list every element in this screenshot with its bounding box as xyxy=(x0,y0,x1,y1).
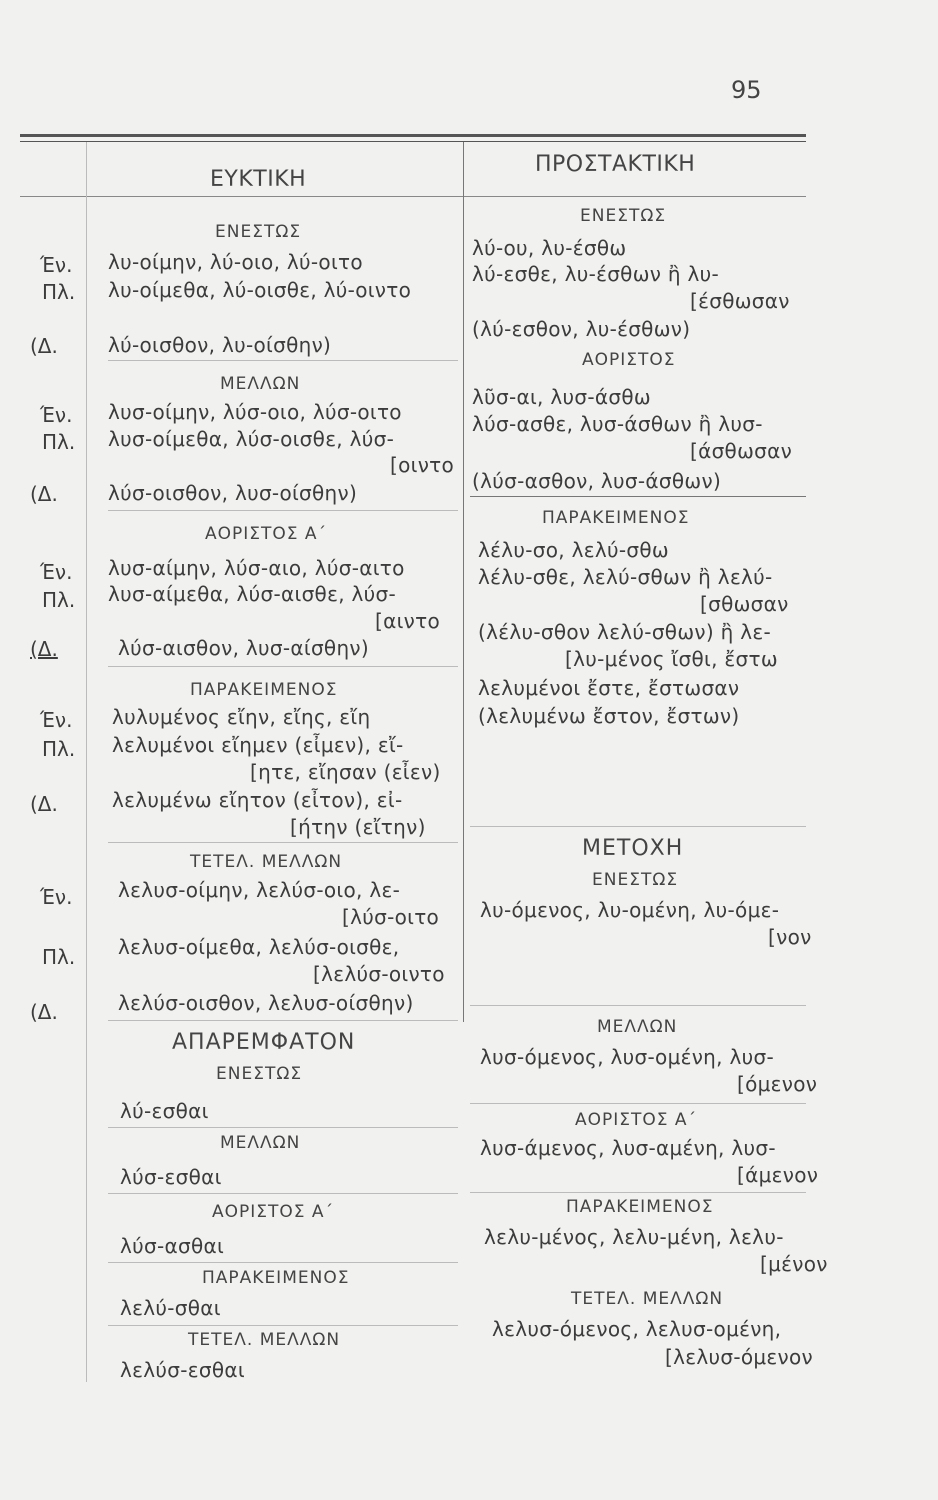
label-plural: Πλ. xyxy=(42,945,76,969)
form-line: λελυ-μένος, λελυ-μένη, λελυ- xyxy=(484,1225,784,1249)
form-line: (λύ-εσθον, λυ-έσθων) xyxy=(472,317,691,341)
header-imperative: ΠΡΟΣΤΑΚΤΙΚΗ xyxy=(535,152,696,177)
section-title: ΑΟΡΙΣΤΟΣ Α΄ xyxy=(212,1202,335,1222)
form-line: λυσ-οίμην, λύσ-οιο, λύσ-οιτο xyxy=(108,400,402,424)
label-singular: Έν. xyxy=(40,560,73,584)
form-line: λύ-οισθον, λυ-οίσθην) xyxy=(108,333,332,357)
form-line: λελυσ-όμενος, λελυσ-ομένη, xyxy=(492,1317,782,1341)
section-title: ΤΕΤΕΛ. ΜΕΛΛΩΝ xyxy=(571,1289,724,1309)
form-line: λελυσ-οίμην, λελύσ-οιο, λε- xyxy=(118,878,401,902)
form-line-continuation: [σθωσαν xyxy=(700,592,789,616)
label-singular: Έν. xyxy=(40,885,73,909)
form-line: λύσ-οισθον, λυσ-οίσθην) xyxy=(108,481,358,505)
form-line-continuation: [λελύσ-οιντο xyxy=(313,962,445,986)
form-line: λύσ-ασθαι xyxy=(120,1234,225,1258)
form-line: λυ-οίμεθα, λύ-οισθε, λύ-οιντο xyxy=(108,278,412,302)
form-line: λελύ-σθαι xyxy=(120,1296,221,1320)
form-line: λελυμένοι εἴημεν (εἶμεν), εἴ- xyxy=(112,733,404,757)
page-number: 95 xyxy=(731,76,762,104)
top-rule-thin xyxy=(20,141,806,142)
participle-title: ΜΕΤΟΧΗ xyxy=(582,836,684,861)
separator xyxy=(108,1262,458,1263)
form-line-continuation: [αιντο xyxy=(375,609,441,633)
separator xyxy=(470,1103,806,1104)
separator xyxy=(108,666,458,667)
separator xyxy=(108,842,458,843)
section-title: ΑΟΡΙΣΤΟΣ xyxy=(582,350,676,370)
form-line: (λύσ-ασθον, λυσ-άσθων) xyxy=(472,469,722,493)
label-singular: Έν. xyxy=(40,403,73,427)
form-line: λυσ-οίμεθα, λύσ-οισθε, λύσ- xyxy=(108,427,395,451)
label-plural: Πλ. xyxy=(42,430,76,454)
top-rule xyxy=(20,134,806,137)
form-line: λυσ-άμενος, λυσ-αμένη, λυσ- xyxy=(480,1136,776,1160)
form-line: λέλυ-σθε, λελύ-σθων ἢ λελύ- xyxy=(478,565,773,589)
label-singular: Έν. xyxy=(40,253,73,277)
form-line: λύσ-αισθον, λυσ-αίσθην) xyxy=(118,636,370,660)
form-line-continuation: [άσθωσαν xyxy=(690,439,793,463)
center-column-line xyxy=(463,142,464,1022)
form-line: λύ-ου, λυ-έσθω xyxy=(472,236,627,260)
separator xyxy=(108,510,458,511)
section-title: ΑΟΡΙΣΤΟΣ Α΄ xyxy=(205,524,328,544)
section-title: ΜΕΛΛΩΝ xyxy=(220,374,301,394)
form-line: λυ-οίμην, λύ-οιο, λύ-οιτο xyxy=(108,250,363,274)
form-line-continuation: [οιντο xyxy=(390,453,455,477)
form-line: λύσ-ασθε, λυσ-άσθων ἢ λυσ- xyxy=(472,412,763,436)
form-line: λυσ-αίμην, λύσ-αιο, λύσ-αιτο xyxy=(108,556,405,580)
form-line-continuation: [νον xyxy=(768,925,812,949)
form-line: λυ-όμενος, λυ-ομένη, λυ-όμε- xyxy=(480,898,780,922)
form-line-continuation: [μένον xyxy=(760,1252,828,1276)
section-title: ΕΝΕΣΤΩΣ xyxy=(215,222,302,242)
form-line-continuation: [όμενον xyxy=(737,1072,818,1096)
section-title: ΕΝΕΣΤΩΣ xyxy=(580,206,667,226)
separator xyxy=(108,360,458,361)
label-plural: Πλ. xyxy=(42,588,76,612)
label-singular: Έν. xyxy=(40,708,73,732)
label-dual: (Δ. xyxy=(30,334,58,358)
form-line: (λελυμένω ἔστον, ἔστων) xyxy=(478,704,740,728)
form-line-continuation: [λυ-μένος ἴσθι, ἔστω xyxy=(565,647,778,671)
section-title: ΑΟΡΙΣΤΟΣ Α΄ xyxy=(575,1110,698,1130)
section-title: ΠΑΡΑΚΕΙΜΕΝΟΣ xyxy=(190,680,338,700)
form-line: λελυσ-οίμεθα, λελύσ-οισθε, xyxy=(118,935,400,959)
label-dual: (Δ. xyxy=(30,482,58,506)
header-rule xyxy=(20,196,806,197)
label-column-line xyxy=(86,142,87,1382)
section-title: ΠΑΡΑΚΕΙΜΕΝΟΣ xyxy=(542,508,690,528)
label-dual: (Δ. xyxy=(30,1000,58,1024)
separator xyxy=(470,826,806,827)
section-title: ΜΕΛΛΩΝ xyxy=(220,1133,301,1153)
form-line: λελύσ-οισθον, λελυσ-οίσθην) xyxy=(118,991,414,1015)
section-title: ΠΑΡΑΚΕΙΜΕΝΟΣ xyxy=(202,1268,350,1288)
form-line-continuation: [λελυσ-όμενον xyxy=(665,1345,814,1369)
label-plural: Πλ. xyxy=(42,737,76,761)
form-line: λῦσ-αι, λυσ-άσθω xyxy=(472,385,651,409)
form-line: λύ-εσθαι xyxy=(120,1099,209,1123)
separator xyxy=(108,1020,458,1021)
form-line-continuation: [έσθωσαν xyxy=(690,289,790,313)
section-title: ΤΕΤΕΛ. ΜΕΛΛΩΝ xyxy=(190,852,343,872)
form-line: (λέλυ-σθον λελύ-σθων) ἢ λε- xyxy=(478,620,772,644)
section-title: ΠΑΡΑΚΕΙΜΕΝΟΣ xyxy=(566,1197,714,1217)
form-line: λελυμένω εἴητον (εἶτον), εἰ- xyxy=(112,788,403,812)
form-line: λυλυμένος εἴην, εἴης, εἴη xyxy=(112,705,371,729)
section-title: ΜΕΛΛΩΝ xyxy=(597,1017,678,1037)
form-line-continuation: [ήτην (εἴτην) xyxy=(290,815,426,839)
separator xyxy=(108,1193,458,1194)
section-title: ΕΝΕΣΤΩΣ xyxy=(592,870,679,890)
section-title: ΤΕΤΕΛ. ΜΕΛΛΩΝ xyxy=(188,1330,341,1350)
form-line-continuation: [άμενον xyxy=(737,1163,819,1187)
form-line: λύ-εσθε, λυ-έσθων ἢ λυ- xyxy=(472,262,720,286)
form-line: λύσ-εσθαι xyxy=(120,1165,222,1189)
label-plural: Πλ. xyxy=(42,280,76,304)
form-line-continuation: [ητε, εἴησαν (εἶεν) xyxy=(250,760,441,784)
separator xyxy=(470,1005,806,1006)
form-line: λελυμένοι ἔστε, ἔστωσαν xyxy=(478,676,740,700)
header-optative: ΕΥΚΤΙΚΗ xyxy=(210,167,307,192)
separator xyxy=(108,1127,458,1128)
form-line: λυσ-όμενος, λυσ-ομένη, λυσ- xyxy=(480,1045,774,1069)
separator xyxy=(108,1325,458,1326)
infinitive-title: ΑΠΑΡΕΜΦΑΤΟΝ xyxy=(172,1030,356,1055)
separator xyxy=(470,1192,806,1193)
label-dual: (Δ. xyxy=(30,637,58,661)
label-dual: (Δ. xyxy=(30,792,58,816)
section-title: ΕΝΕΣΤΩΣ xyxy=(216,1064,303,1084)
form-line: λυσ-αίμεθα, λύσ-αισθε, λύσ- xyxy=(108,582,397,606)
form-line: λελύσ-εσθαι xyxy=(120,1358,245,1382)
form-line-continuation: [λύσ-οιτο xyxy=(342,905,440,929)
separator xyxy=(470,496,806,497)
form-line: λέλυ-σο, λελύ-σθω xyxy=(478,538,669,562)
